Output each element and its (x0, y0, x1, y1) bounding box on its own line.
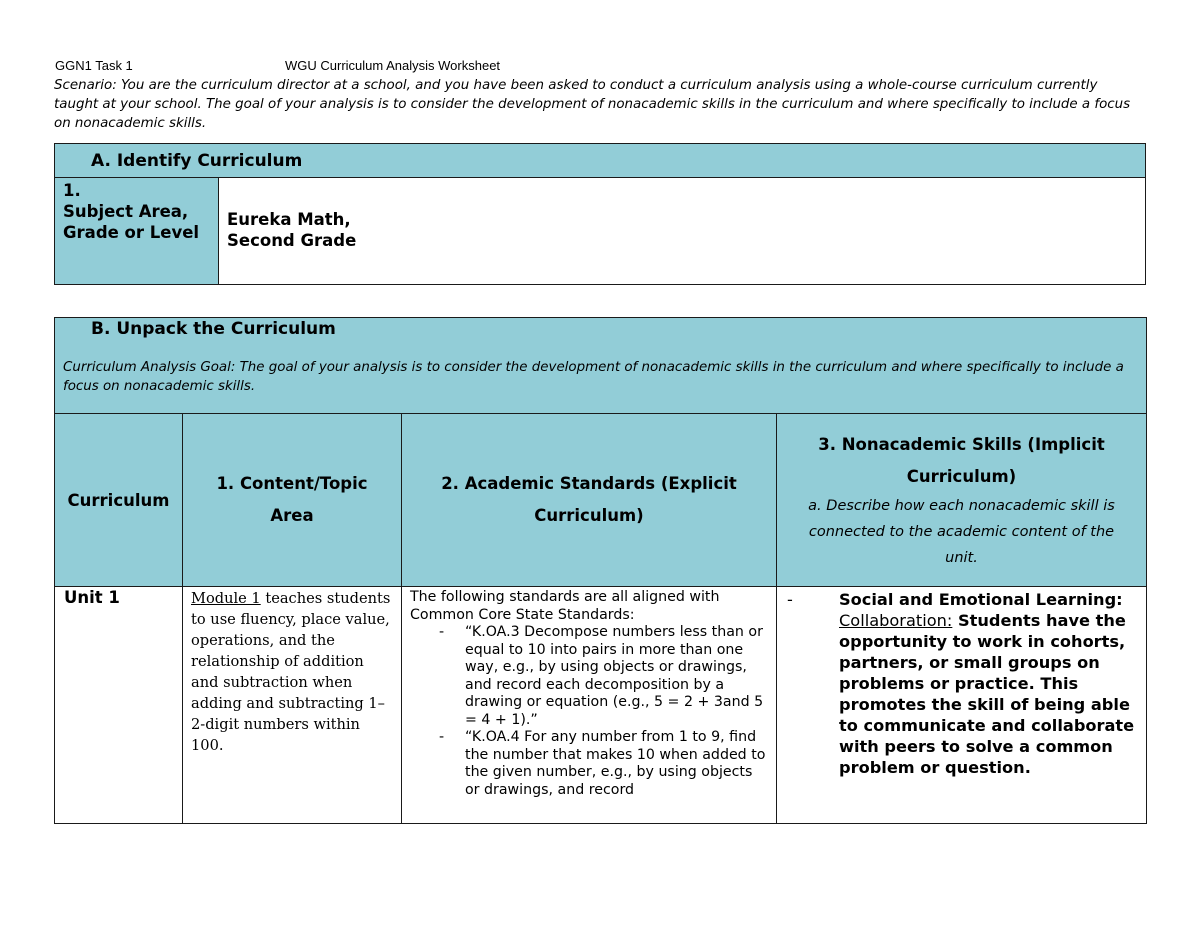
standards-intro: The following standards are all aligned with Common Core State Standards: (410, 589, 720, 623)
nonacademic-skills-cell: - Social and Emotional Learning: Collaboration: Students have the opportunity to work in cohorts, partners, or small groups on problems or practice. This promotes the skill of being able to communicate and collaborate with peers to solve a common problem or question. (777, 587, 1147, 824)
document-header (55, 58, 501, 73)
label-text: Subject Area, Grade or Level (63, 202, 200, 242)
col-header-standards: 2. Academic Standards (Explicit Curriculum) (402, 414, 777, 587)
unpack-curriculum-table (54, 317, 1147, 824)
table-row (55, 587, 1147, 824)
section-b-title: B. Unpack the Curriculum (91, 319, 336, 339)
identify-curriculum-table (54, 143, 1146, 285)
value-line-2: Second Grade (227, 231, 357, 250)
document-title: WGU Curriculum Analysis Worksheet (285, 58, 501, 73)
section-a-header (55, 144, 1146, 178)
skills-subheading: a. Describe how each nonacademic skill is connected to the academic content of the unit. (808, 498, 1115, 566)
analysis-goal: Curriculum Analysis Goal: The goal of your analysis is to consider the development of nonacademic skills in the curriculum and where specifically to include a focus on nonacademic skills. (63, 360, 1124, 394)
list-item: - “K.OA.4 For any number from 1 to 9, find the number that makes 10 when added to the given number, e.g., by using objects or drawings, and record (439, 729, 766, 798)
col-header-skills: 3. Nonacademic Skills (Implicit Curriculum) a. Describe how each nonacademic skill is connected to the academic content of the unit. (777, 414, 1147, 587)
scenario-text: Scenario: You are the curriculum director at a school, and you have been asked to conduct a curriculum analysis using a whole-course curriculum currently taught at your school. The goal of your analysis is to consider the development of nonacademic skills in the curriculum and where specifically to include a focus on nonacademic skills. (54, 78, 1131, 131)
subject-area-value (219, 178, 1146, 285)
section-b-header (55, 318, 1147, 414)
standards-cell (402, 587, 777, 824)
col-header-content: 1. Content/Topic Area (183, 414, 402, 587)
section-a-title: A. Identify Curriculum (91, 151, 303, 171)
content-topic-cell (183, 587, 402, 824)
skill-label: Collaboration: (839, 611, 953, 630)
task-label: GGN1 Task 1 (55, 58, 133, 73)
module-link: Module 1 (191, 590, 261, 607)
skill-title: Social and Emotional Learning: (839, 590, 1123, 609)
list-item: - “K.OA.3 Decompose numbers less than or equal to 10 into pairs in more than one way, e.g., by using objects or drawings, and record each decomposition by a drawing or equation (e.g., 5 = 2 + 3and 5 = 4 + 1).” (439, 624, 764, 728)
standards-list (410, 624, 768, 799)
unit-label: Unit 1 (55, 587, 183, 824)
subject-area-label (55, 178, 219, 285)
col-header-curriculum: Curriculum (55, 414, 183, 587)
label-number: 1. (63, 181, 81, 200)
content-description: teaches students to use fluency, place value, operations, and the relationship of addition and subtraction when adding and subtracting 1–2-digit numbers within 100. (191, 590, 391, 754)
skill-description: Students have the opportunity to work in cohorts, partners, or small groups on problems or practice. This promotes the skill of being able to communicate and collaborate with peers to solve a common problem or question. (839, 611, 1135, 777)
value-line-1: Eureka Math, (227, 210, 351, 229)
